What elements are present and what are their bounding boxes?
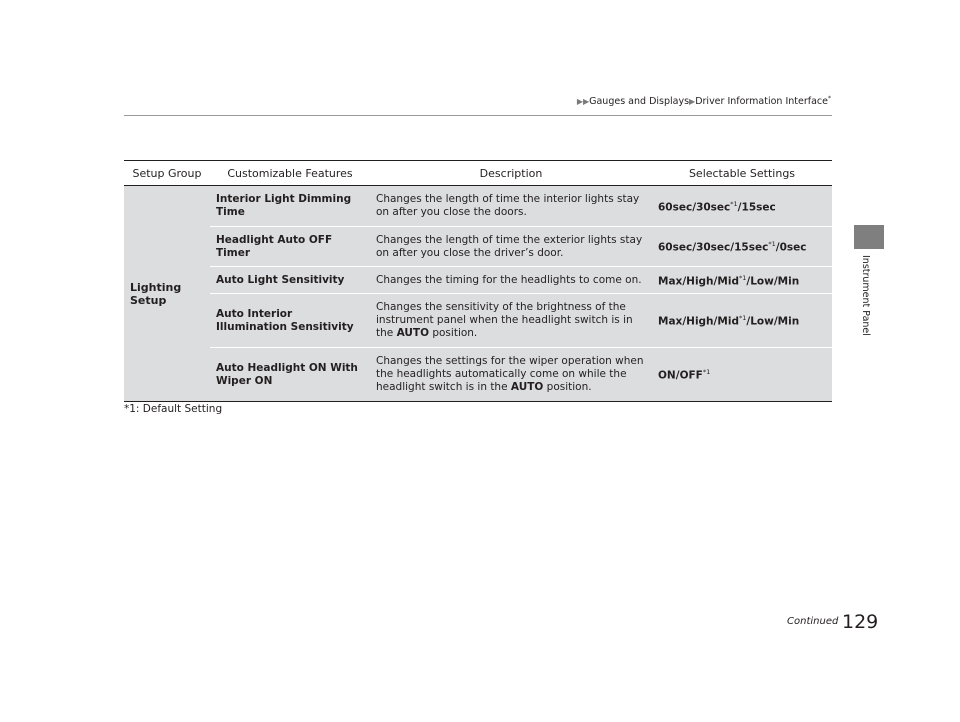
feature-cell: Headlight Auto OFF Timer [210, 227, 370, 267]
feature-cell: Interior Light Dimming Time [210, 186, 370, 227]
settings-cell: ON/OFF$^{*1}$ [652, 348, 832, 402]
description-cell: Changes the timing for the headlights to come on. [370, 267, 652, 294]
continued-label: Continued [787, 616, 839, 627]
table-row [124, 227, 832, 267]
breadcrumb [0, 95, 831, 107]
column-header: Setup Group [124, 161, 210, 186]
description-cell: Changes the settings for the wiper operation when the headlights automatically come on while the headlight switch is in the AUTO position. [370, 348, 652, 402]
settings-table [124, 160, 832, 402]
settings-cell: Max/High/Mid$^{*1}$/Low/Min [652, 267, 832, 294]
settings-cell: $60\sec/30\sec/15\sec^{*1}/0\sec$ [652, 227, 832, 267]
header-rule [124, 115, 832, 116]
breadcrumb-page[interactable]: Driver Information Interface [695, 96, 828, 108]
table-row [124, 294, 832, 348]
section-side-label: Instrument Panel [860, 255, 871, 336]
breadcrumb-section[interactable]: Gauges and Displays [589, 96, 690, 108]
table-row [124, 267, 832, 294]
arrow-icon: ▶ [689, 97, 696, 107]
breadcrumb-mark: * [828, 95, 831, 102]
feature-cell: Auto Interior Illumination Sensitivity [210, 294, 370, 348]
column-header: Selectable Settings [652, 161, 832, 186]
double-arrow-icon: ▶▶ [576, 97, 590, 107]
section-tab-marker [854, 225, 884, 249]
table-row [124, 348, 832, 402]
settings-cell: Max/High/Mid$^{*1}$/Low/Min [652, 294, 832, 348]
description-cell: Changes the length of time the interior lights stay on after you close the doors. [370, 186, 652, 227]
column-header: Description [370, 161, 652, 186]
description-cell: Changes the length of time the exterior lights stay on after you close the driver’s door. [370, 227, 652, 267]
footnote: *1: Default Setting [124, 403, 223, 415]
page-number: 129 [842, 611, 879, 633]
description-cell: Changes the sensitivity of the brightness of the instrument panel when the headlight switch is in the AUTO position. [370, 294, 652, 348]
settings-cell: $60\sec/30\sec^{*1}/15\sec$ [652, 186, 832, 227]
table-row [124, 186, 832, 227]
column-header: Customizable Features [210, 161, 370, 186]
setup-group-cell: Lighting Setup [124, 186, 210, 402]
feature-cell: Auto Headlight ON With Wiper ON [210, 348, 370, 402]
feature-cell: Auto Light Sensitivity [210, 267, 370, 294]
